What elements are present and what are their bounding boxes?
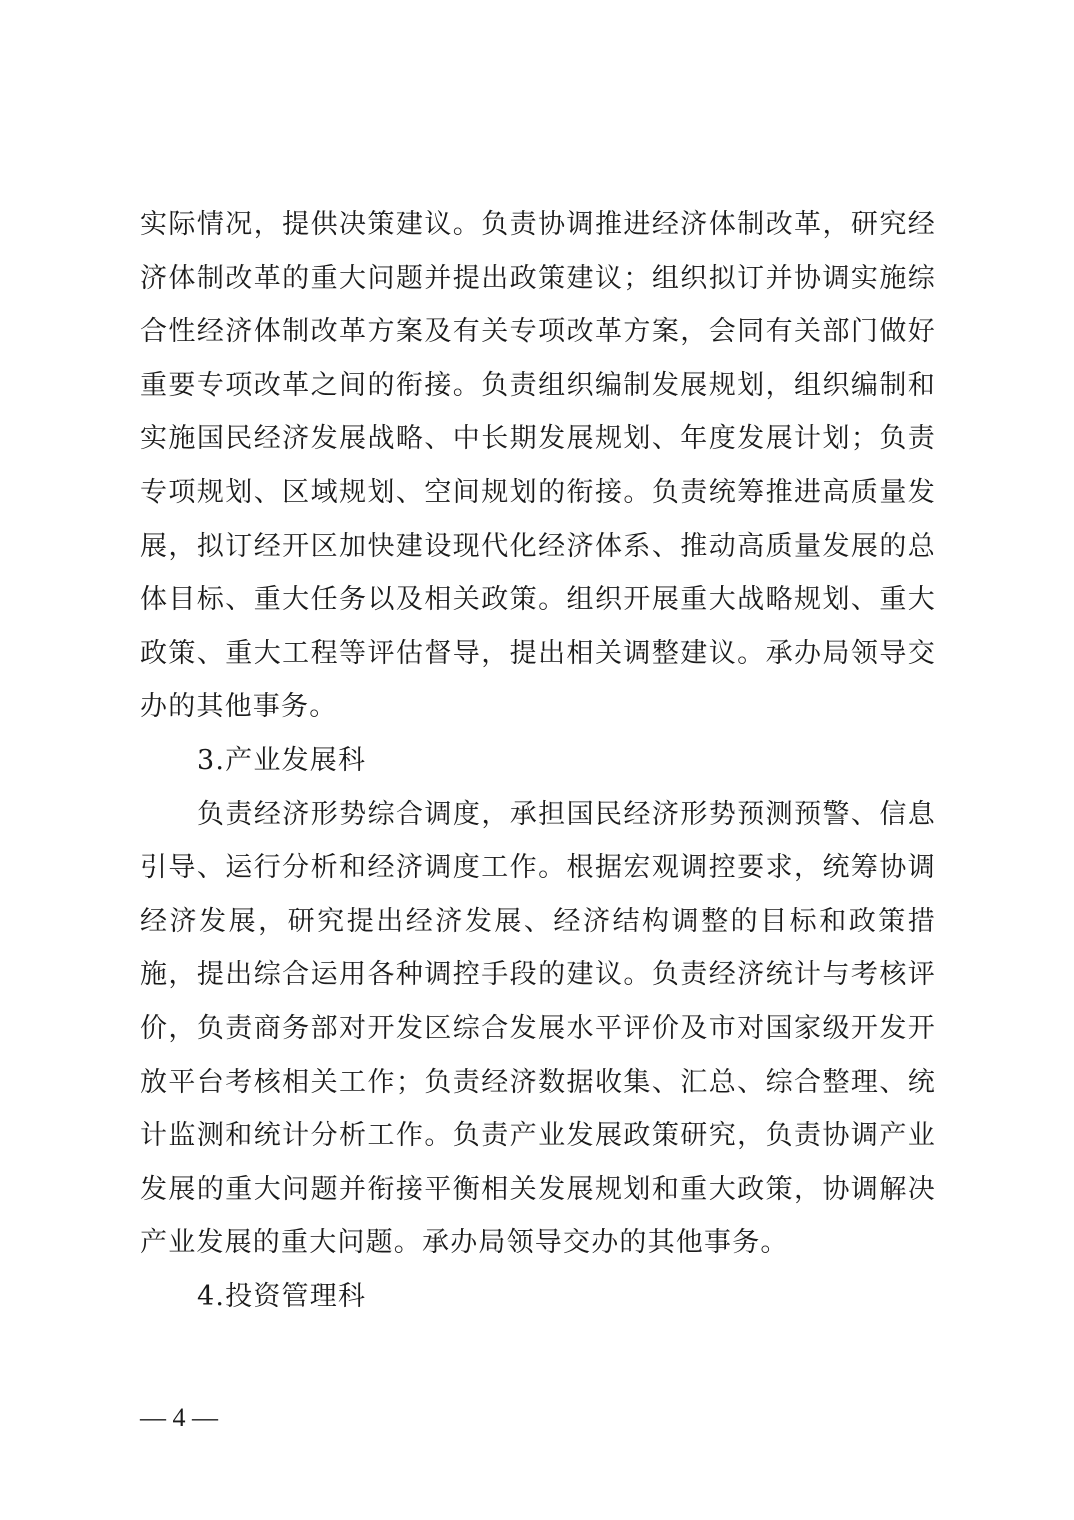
paragraph-continued: 实际情况，提供决策建议。负责协调推进经济体制改革，研究经济体制改革的重大问题并提出政策建议；组织拟订并协调实施综合性经济体制改革方案及有关专项改革方案，会同有关部门做好重要专项改革之间的衔接。负责组织编制发展规划，组织编制和实施国民经济发展战略、中长期发展规划、年度发展计划；负责专项规划、区域规划、空间规划的衔接。负责统筹推进高质量发展，拟订经开区加快建设现代化经济体系、推动高质量发展的总体目标、重大任务以及相关政策。组织开展重大战略规划、重大政策、重大工程等评估督导，提出相关调整建议。承办局领导交办的其他事务。 bbox=[140, 209, 936, 723]
section-heading-industry-development: 3.产业发展科 bbox=[197, 744, 367, 776]
page-number: — 4 — bbox=[140, 1403, 218, 1432]
paragraph-industry-development: 负责经济形势综合调度，承担国民经济形势预测预警、信息引导、运行分析和经济调度工作。根据宏观调控要求，统筹协调经济发展，研究提出经济发展、经济结构调整的目标和政策措施，提出综合运用各种调控手段的建议。负责经济统计与考核评价，负责商务部对开发区综合发展水平评价及市对国家级开发开放平台考核相关工作；负责经济数据收集、汇总、综合整理、统计监测和统计分析工作。负责产业发展政策研究，负责协调产业发展的重大问题并衔接平衡相关发展规划和重大政策，协调解决产业发展的重大问题。承办局领导交办的其他事务。 bbox=[140, 798, 936, 1259]
section-heading-investment-management: 4.投资管理科 bbox=[197, 1280, 367, 1312]
document-body bbox=[140, 198, 936, 1323]
